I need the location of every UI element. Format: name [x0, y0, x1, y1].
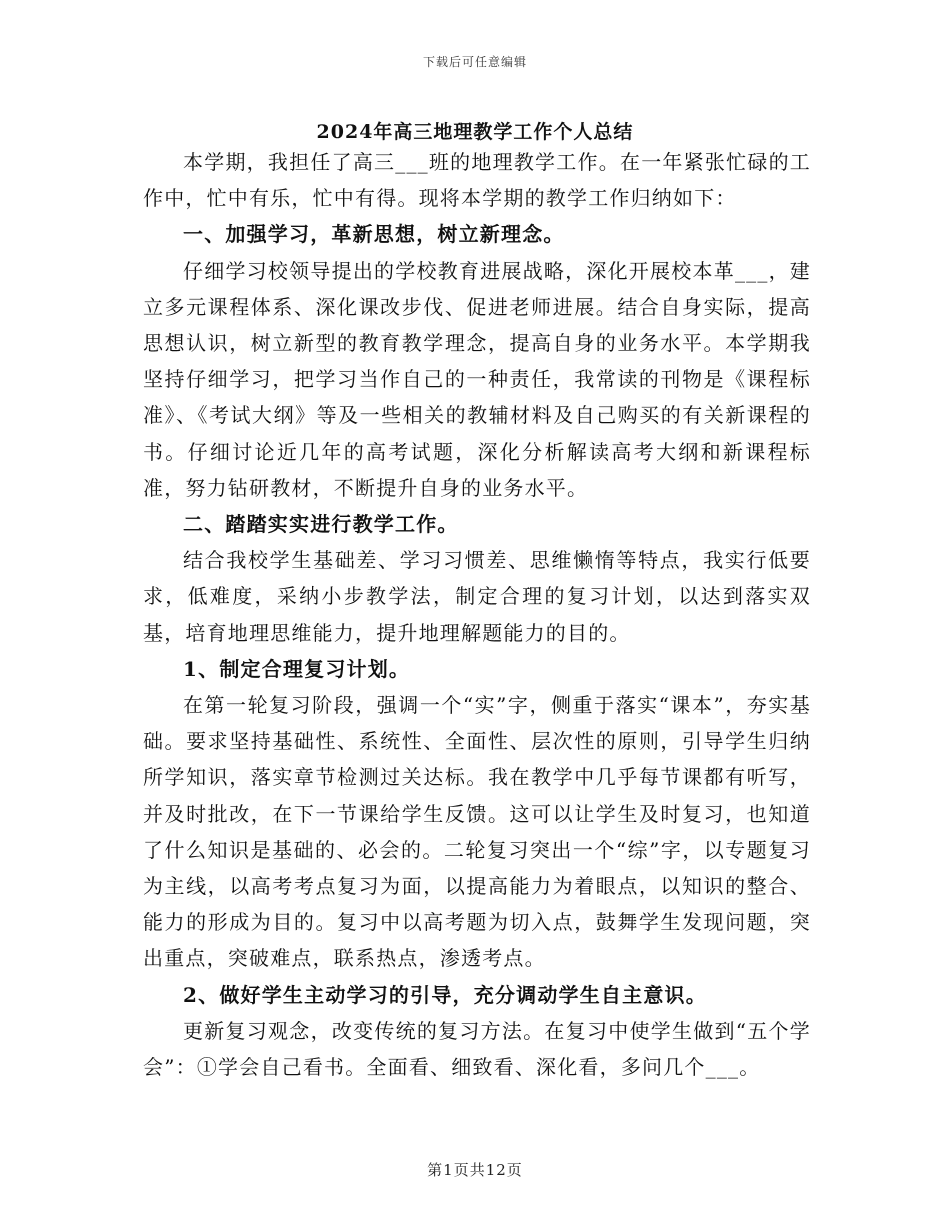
subsection-2-paragraph: 更新复习观念，改变传统的复习方法。在复习中使学生做到“五个学会”：①学会自己看书。全面看、细致看、深化看，多问几个___。 — [143, 1018, 811, 1080]
subsection-heading-2: 2、做好学生主动学习的引导，充分调动学生自主意识。 — [183, 982, 707, 1007]
document-body — [143, 144, 811, 1085]
section-1-paragraph: 仔细学习校领导提出的学校教育进展战略，深化开展校本革___，建立多元课程体系、深化课改步伐、促进老师进展。结合自身实际，提高思想认识，树立新型的教育教学理念，提高自身的业务水平。本学期我坚持仔细学习，把学习当作自己的一种责任，我常读的刊物是《课程标准》、《考试大纲》等及一些相关的教辅材料及自己购买的有关新课程的书。仔细讨论近几年的高考试题，深化分析解读高考大纲和新课程标准，努力钻研教材，不断提升自身的业务水平。 — [143, 258, 811, 500]
page-header: 下载后可任意编辑 — [422, 55, 527, 69]
subsection-heading-1: 1、制定合理复习计划。 — [183, 656, 411, 681]
page-footer: 第1页共12页 — [427, 1161, 523, 1179]
section-heading-1: 一、加强学习，革新思想，树立新理念。 — [183, 222, 565, 247]
section-heading-2: 二、踏踏实实进行教学工作。 — [183, 512, 459, 537]
document-title: 2024年高三地理教学工作个人总结 — [316, 121, 634, 143]
subsection-1-paragraph: 在第一轮复习阶段，强调一个“实”字，侧重于落实“课本”，夯实基础。要求坚持基础性、系统性、全面性、层次性的原则，引导学生归纳所学知识，落实章节检测过关达标。我在教学中几乎每节课都有听写，并及时批改，在下一节课给学生反馈。这可以让学生及时复习，也知道了什么知识是基础的、必会的。二轮复习突出一个“综”字，以专题复习为主线，以高考考点复习为面，以提高能力为着眼点，以知识的整合、能力的形成为目的。复习中以高考题为切入点，鼓舞学生发现问题，突出重点，突破难点，联系热点，渗透考点。 — [143, 693, 811, 971]
section-2-paragraph: 结合我校学生基础差、学习习惯差、思维懒惰等特点，我实行低要求，低难度，采纳小步教学法，制定合理的复习计划，以达到落实双基，培育地理思维能力，提升地理解题能力的目的。 — [143, 548, 811, 645]
intro-paragraph: 本学期，我担任了高三___班的地理教学工作。在一年紧张忙碌的工作中，忙中有乐，忙中有得。现将本学期的教学工作归纳如下： — [143, 150, 811, 211]
